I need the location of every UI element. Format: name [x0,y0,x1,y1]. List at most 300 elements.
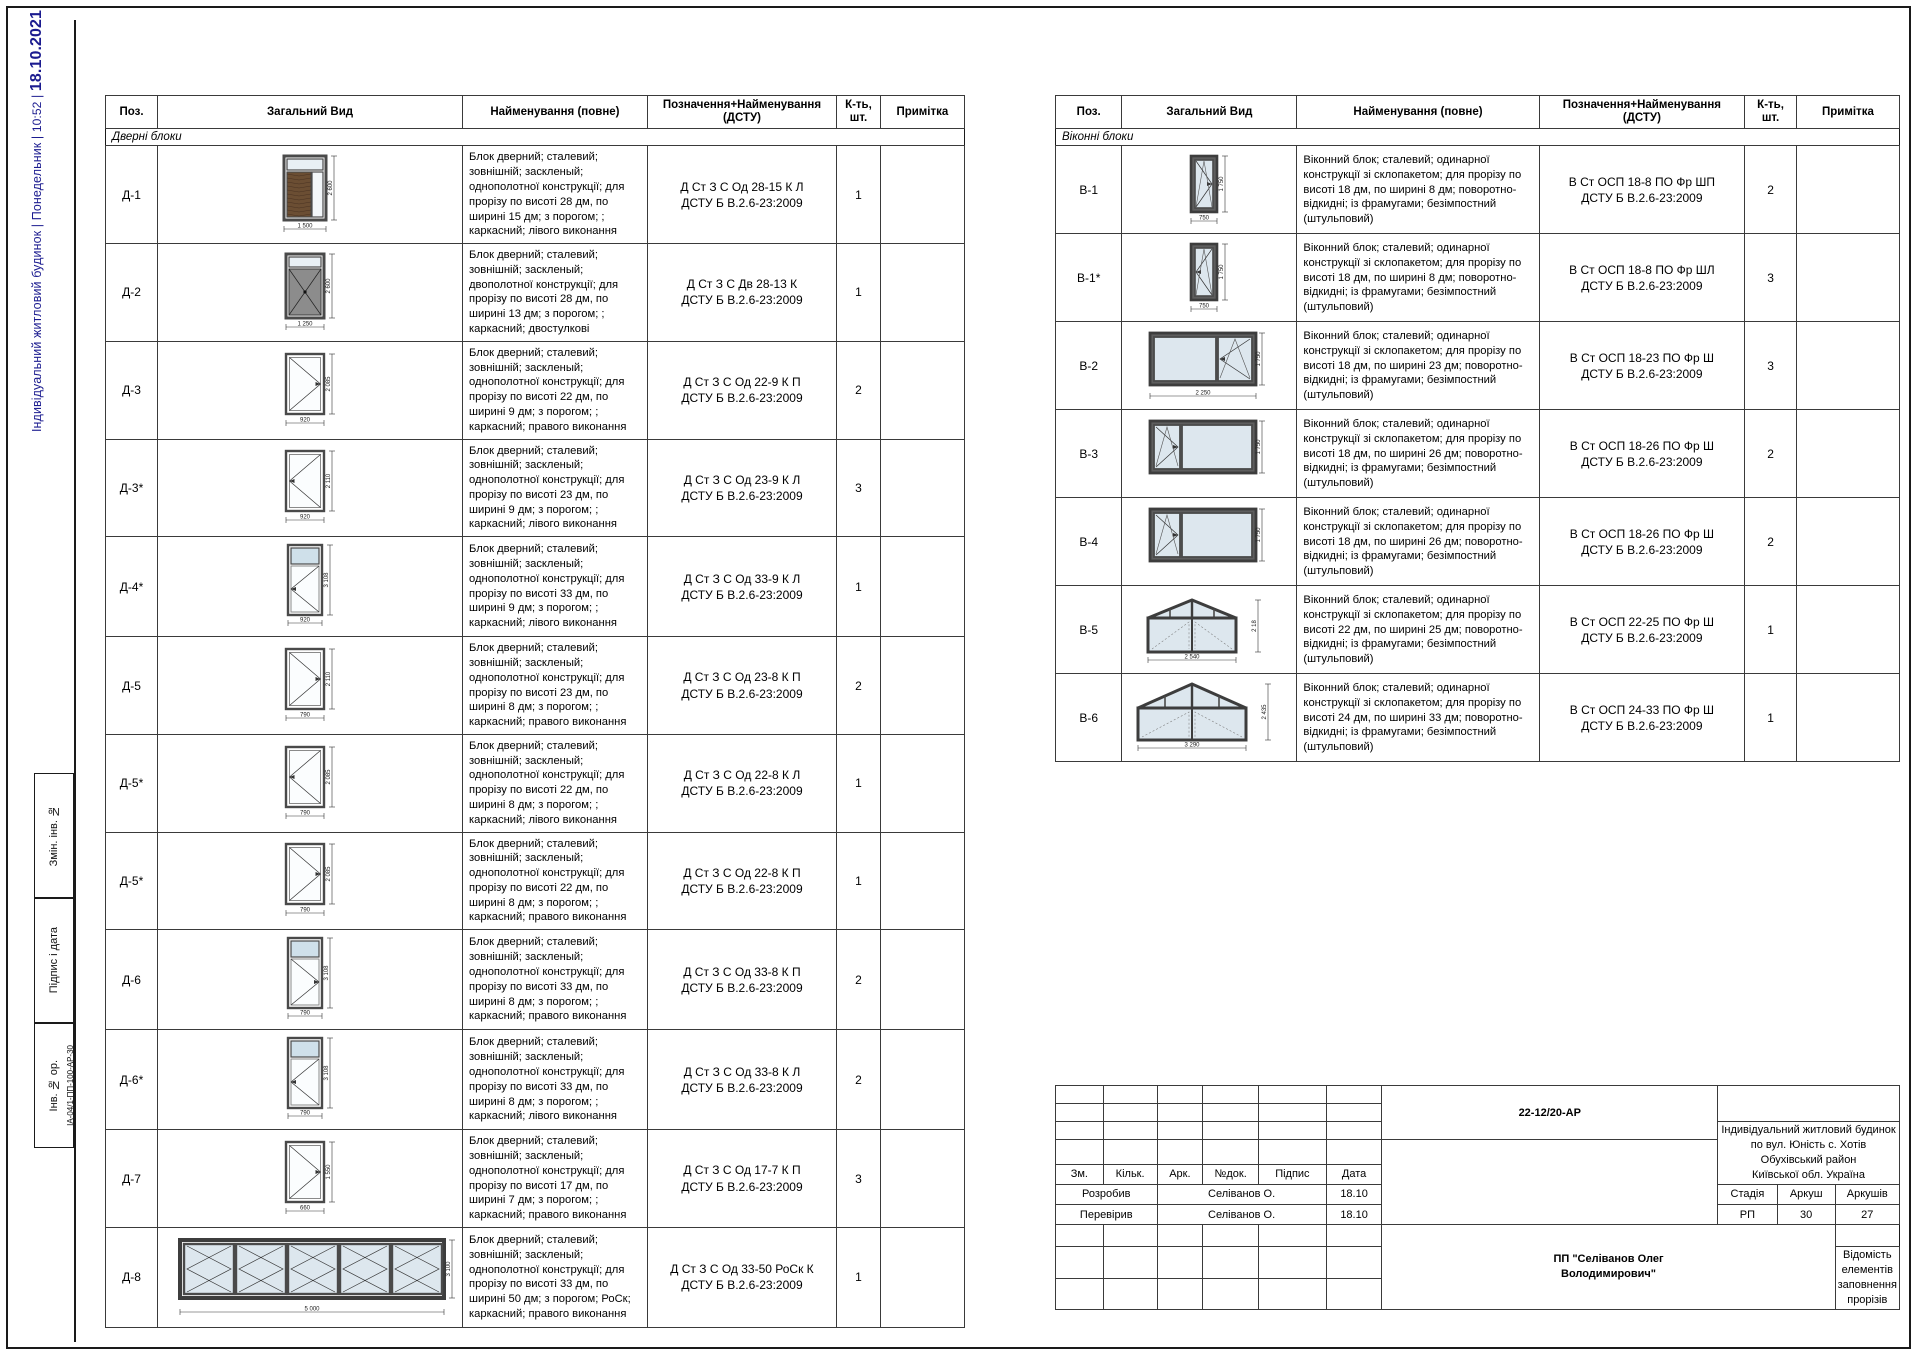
cell-note [1796,498,1899,586]
side-stamp-inv-change-label: Змін. інв. № [48,804,60,867]
header-sep-1: | [30,223,44,228]
designation-line1: Д Ст З С Од 22-8 К П [683,865,801,880]
element-elevation-sketch [160,1232,460,1318]
svg-text:1 750: 1 750 [1256,439,1263,455]
designation-line1: В Ст ОСП 18-26 ПО Фр Ш [1569,438,1715,453]
svg-text:2 085: 2 085 [326,866,333,882]
col-header-view: Загальний Вид [158,96,463,129]
svg-text:790: 790 [300,810,311,817]
tb-cell [1203,1247,1259,1278]
designation-line2: ДСТУ Б В.2.6-23:2009 [1581,190,1703,205]
cell-position: В-2 [1056,322,1122,410]
element-elevation-sketch [250,837,370,919]
sheet-value-sheets: 27 [1835,1205,1899,1225]
cell-position: Д-3 [106,341,158,439]
cell-general-view [158,930,463,1030]
table-row[interactable] [106,537,965,637]
designation-line1: Д Ст З С Од 22-8 К Л [683,768,801,783]
window-table-body [1056,129,1900,762]
element-elevation-sketch [250,1135,370,1217]
cell-quantity: 1 [1745,586,1797,674]
designation-line2: ДСТУ Б В.2.6-23:2009 [1581,542,1703,557]
side-stamp-inv-change [34,773,74,898]
cell-general-view [158,637,463,735]
cell-designation [647,439,836,537]
cell-full-name: Віконний блок; сталевий; одинарної конструкції зі склопакетом; для прорізу по висоті 24 дм, по ширині 33 дм; поворотно-відкидні; із фрамугами; безімпостний (штульповий) [1297,674,1539,762]
stamp-role-checker: Перевірив [1056,1205,1158,1225]
table-row[interactable] [106,637,965,735]
stamp-header-ndok: №док. [1203,1164,1259,1184]
table-row[interactable] [1056,234,1900,322]
svg-text:660: 660 [300,1205,311,1212]
designation-line1: В Ст ОСП 18-8 ПО Фр ШЛ [1569,262,1715,277]
cell-designation [647,244,836,342]
designation-line1: Д Ст З С Од 28-15 К Л [680,179,804,194]
col-header-designation-line1: Позначення+Найменування [1562,99,1722,111]
designation-line1: Д Ст З С Од 22-9 К П [683,374,801,389]
designation-line1: Д Ст З С Од 33-8 К Л [683,1064,801,1079]
col-header-designation-line2: (ДСТУ) [722,112,761,125]
cell-general-view [1122,322,1297,410]
side-stamp-inv-orig-label: Інв. № ор. [48,1059,60,1112]
designation-line2: ДСТУ Б В.2.6-23:2009 [681,391,803,406]
cell-position: В-6 [1056,674,1122,762]
tb-cell [1259,1086,1327,1104]
col-header-note: Примітка [1796,96,1899,129]
cell-full-name: Віконний блок; сталевий; одинарної конструкції зі склопакетом; для прорізу по висоті 18 дм, по ширині 23 дм; поворотно-відкидні; із фрамугами; безімпостний (штульповий) [1297,322,1539,410]
cell-note [880,734,964,832]
tb-cell [1157,1122,1203,1140]
tb-cell [1103,1140,1157,1165]
cell-quantity: 2 [1745,498,1797,586]
title-block-row-blank-5 [1056,1225,1900,1247]
tb-cell [1157,1140,1203,1165]
sheet-header-sheet: Аркуш [1777,1184,1835,1204]
designation-line2: ДСТУ Б В.2.6-23:2009 [1581,366,1703,381]
table-row[interactable] [106,244,965,342]
svg-text:3 108: 3 108 [324,965,331,981]
designation-line2: ДСТУ Б В.2.6-23:2009 [1581,630,1703,645]
stamp-person-checker: Селіванов О. [1157,1205,1326,1225]
cell-position: В-1 [1056,146,1122,234]
cell-note [880,439,964,537]
side-stamp-column [8,8,74,1347]
cell-position: Д-5 [106,637,158,735]
cell-note [880,1130,964,1228]
cell-designation [647,1130,836,1228]
tb-cell [1259,1225,1327,1247]
sheet-header-sheets: Аркушів [1835,1184,1899,1204]
table-header-row [1056,96,1900,129]
tb-cell [1103,1247,1157,1278]
designation-line1: Д Ст З С Од 33-8 К П [683,964,801,979]
tb-cell [1203,1086,1259,1104]
designation-line1: В Ст ОСП 24-33 ПО Фр Ш [1569,702,1715,717]
element-elevation-sketch [1149,150,1269,224]
tb-cell [1326,1140,1382,1165]
window-blocks-table [1055,95,1900,762]
cell-designation [647,734,836,832]
cell-general-view [1122,674,1297,762]
cell-full-name: Блок дверний; сталевий; зовнішній; заскленый; однополотної конструкції; для прорізу по висоті 33 дм, по ширині 50 дм; з порогом; РоСк; каркасний; правого виконання [463,1227,648,1327]
tb-cell [1056,1247,1104,1278]
cell-quantity: 3 [837,439,881,537]
svg-text:3 100: 3 100 [446,1261,453,1277]
cell-general-view [1122,586,1297,674]
cell-note [1796,234,1899,322]
header-weekday: Понедельник [30,142,44,221]
svg-text:1 750: 1 750 [1219,176,1226,192]
side-stamp-sign-date-label: Підпис і дата [48,927,60,994]
tb-cell [1259,1140,1327,1165]
designation-line2: ДСТУ Б В.2.6-23:2009 [1581,278,1703,293]
group-title-doors: Дверні блоки [106,129,965,146]
cell-general-view [1122,498,1297,586]
svg-text:2 435: 2 435 [1262,704,1269,720]
col-header-designation-line1: Позначення+Найменування [662,99,822,111]
table-row[interactable] [1056,410,1900,498]
cell-full-name: Віконний блок; сталевий; одинарної конструкції зі склопакетом; для прорізу по висоті 18 дм, по ширині 26 дм; поворотно-відкидні; із фрамугами; безімпостний (штульповий) [1297,498,1539,586]
svg-text:920: 920 [300,514,311,521]
designation-line1: В Ст ОСП 18-23 ПО Фр Ш [1569,350,1715,365]
col-header-note: Примітка [880,96,964,129]
cell-quantity: 2 [837,637,881,735]
element-elevation-sketch [250,151,370,233]
cell-general-view [158,734,463,832]
tb-cell [1056,1278,1104,1309]
cell-note [880,146,964,244]
cell-general-view [158,1227,463,1327]
cell-general-view [158,832,463,930]
tb-cell [1157,1278,1203,1309]
svg-text:2 250: 2 250 [1195,390,1211,397]
cell-note [880,341,964,439]
col-header-designation [647,96,836,129]
side-stamp-doc-code [60,1023,82,1148]
cell-note [880,537,964,637]
table-row[interactable] [106,930,965,1030]
cell-position: Д-4* [106,537,158,637]
cell-full-name: Віконний блок; сталевий; одинарної конструкції зі склопакетом; для прорізу по висоті 22 дм, по ширині 25 дм; поворотно-відкидні; із фрамугами; безімпостний (штульповий) [1297,586,1539,674]
svg-text:2 600: 2 600 [326,278,333,294]
cell-quantity: 1 [837,146,881,244]
cell-position: В-1* [1056,234,1122,322]
designation-line1: В Ст ОСП 18-26 ПО Фр Ш [1569,526,1715,541]
tb-cell [1103,1104,1157,1122]
title-block-company-line2: Володимирович" [1561,1268,1657,1281]
cell-quantity: 1 [837,1227,881,1327]
cell-note [1796,322,1899,410]
svg-text:750: 750 [1199,303,1210,310]
svg-text:2 600: 2 600 [328,180,335,196]
designation-line1: Д Ст З С Дв 28-13 К [686,277,798,292]
cell-full-name: Віконний блок; сталевий; одинарної конструкції зі склопакетом; для прорізу по висоті 18 дм, по ширині 8 дм; поворотно-відкидні; із фрамугами; безімпостний (штульповий) [1297,146,1539,234]
table-row[interactable] [106,1030,965,1130]
cell-note [880,930,964,1030]
tb-cell [1259,1122,1327,1140]
cell-designation [647,146,836,244]
cell-full-name: Блок дверний; сталевий; зовнішній; заскленый; однополотної конструкції; для прорізу по висоті 33 дм, по ширині 8 дм; з порогом; ; каркасний; правого виконання [463,930,648,1030]
cell-quantity: 2 [837,1030,881,1130]
cell-position: В-5 [1056,586,1122,674]
cell-position: В-3 [1056,410,1122,498]
cell-full-name: Блок дверний; сталевий; зовнішній; заскленый; однополотної конструкції; для прорізу по висоті 17 дм, по ширині 7 дм; з порогом; ; каркасний; правого виконання [463,1130,648,1228]
tb-cell [1203,1104,1259,1122]
designation-line1: Д Ст З С Од 33-50 РоСк К [670,1262,814,1277]
cell-general-view [158,341,463,439]
tb-cell [1326,1225,1382,1247]
stamp-header-kilk: Кільк. [1103,1164,1157,1184]
cell-quantity: 1 [837,734,881,832]
title-block-company-line1: ПП "Селіванов Олег [1553,1253,1664,1266]
header-sep-3: | [30,94,44,99]
table-row[interactable] [1056,586,1900,674]
side-stamp-doc-code-label: IA-04/1-ПП-100-АР-30 [65,1045,75,1126]
cell-designation [1539,586,1745,674]
table-row[interactable] [1056,498,1900,586]
col-header-qty-line2: шт. [849,112,868,125]
tb-cell [1157,1247,1203,1278]
element-elevation-sketch [250,444,370,526]
svg-text:790: 790 [300,1010,311,1017]
cell-quantity: 2 [837,930,881,1030]
element-elevation-sketch [250,642,370,724]
svg-text:1 550: 1 550 [326,1164,333,1180]
tb-cell [1103,1225,1157,1247]
cell-quantity: 3 [1745,234,1797,322]
tb-cell [1157,1225,1203,1247]
table-row[interactable] [106,439,965,537]
col-header-pos: Поз. [106,96,158,129]
cell-quantity: 2 [837,341,881,439]
stamp-role-developer: Розробив [1056,1184,1158,1204]
col-header-view: Загальний Вид [1122,96,1297,129]
stamp-date-developer: 18.10 [1326,1184,1382,1204]
tb-cell [1259,1104,1327,1122]
designation-line2: ДСТУ Б В.2.6-23:2009 [681,881,803,896]
col-header-qty-line1: К-ть, [845,99,872,111]
designation-line2: ДСТУ Б В.2.6-23:2009 [681,587,803,602]
designation-line2: ДСТУ Б В.2.6-23:2009 [681,1080,803,1095]
designation-line2: ДСТУ Б В.2.6-23:2009 [1581,718,1703,733]
col-header-pos: Поз. [1056,96,1122,129]
cell-designation [1539,234,1745,322]
svg-text:5 000: 5 000 [304,1306,320,1313]
sheet-value-sheet: 30 [1777,1205,1835,1225]
svg-text:750: 750 [1199,215,1210,222]
svg-text:3 290: 3 290 [1184,742,1200,749]
cell-position: Д-5* [106,832,158,930]
cell-designation [1539,322,1745,410]
cell-quantity: 1 [837,832,881,930]
col-header-name: Найменування (повне) [1297,96,1539,129]
cell-full-name: Віконний блок; сталевий; одинарної конструкції зі склопакетом; для прорізу по висоті 18 дм, по ширині 8 дм; поворотно-відкидні; із фрамугами; безімпостний (штульповий) [1297,234,1539,322]
designation-line1: Д Ст З С Од 23-8 К П [683,670,801,685]
tb-cell [1259,1247,1327,1278]
door-table-body [106,129,965,1328]
title-block-project-description [1718,1122,1900,1185]
cell-designation [1539,410,1745,498]
col-header-qty [837,96,881,129]
designation-line2: ДСТУ Б В.2.6-23:2009 [681,1179,803,1194]
tb-cell [1056,1086,1104,1104]
title-block-row-blank-1 [1056,1086,1900,1104]
svg-text:1 750: 1 750 [1256,527,1263,543]
cell-position: Д-1 [106,146,158,244]
svg-text:3 108: 3 108 [324,1065,331,1081]
cell-position: Д-6 [106,930,158,1030]
cell-designation [647,832,836,930]
tb-cell [1718,1086,1900,1122]
cell-designation [1539,498,1745,586]
cell-position: Д-2 [106,244,158,342]
element-elevation-sketch [250,347,370,429]
cell-full-name: Блок дверний; сталевий; зовнішній; заскленый; однополотної конструкції; для прорізу по висоті 22 дм, по ширині 9 дм; з порогом; ; каркасний; правого виконання [463,341,648,439]
table-row[interactable] [1056,322,1900,410]
svg-text:920: 920 [300,617,311,624]
cell-quantity: 2 [1745,410,1797,498]
stamp-header-ark: Арк. [1157,1164,1203,1184]
element-elevation-sketch [1134,590,1284,664]
tb-cell [1259,1278,1327,1309]
stamp-person-developer: Селіванов О. [1157,1184,1326,1204]
stamp-date-checker: 18.10 [1326,1205,1382,1225]
designation-line2: ДСТУ Б В.2.6-23:2009 [681,195,803,210]
cell-quantity: 1 [837,244,881,342]
stamp-header-zm: Зм. [1056,1164,1104,1184]
svg-text:2 085: 2 085 [326,376,333,392]
header-date: 18.10.2021 [28,10,45,92]
element-elevation-sketch [1124,678,1294,752]
tb-cell [1203,1140,1259,1165]
col-header-name: Найменування (повне) [463,96,648,129]
svg-text:2 110: 2 110 [326,671,333,687]
cell-designation [1539,146,1745,234]
element-elevation-sketch [1134,414,1284,488]
cell-designation [647,1227,836,1327]
svg-text:2 085: 2 085 [326,769,333,785]
tb-cell [1103,1122,1157,1140]
cell-note [1796,410,1899,498]
table-row[interactable] [106,146,965,244]
stamp-header-data: Дата [1326,1164,1382,1184]
tb-cell [1326,1122,1382,1140]
cell-quantity: 3 [837,1130,881,1228]
tb-cell [1056,1225,1104,1247]
title-block-doc-code: 22-12/20-АР [1382,1086,1718,1140]
cell-full-name: Блок дверний; сталевий; зовнішній; заскленый; однополотної конструкції; для прорізу по висоті 33 дм, по ширині 9 дм; з порогом; ; каркасний; лівого виконання [463,537,648,637]
svg-text:1 750: 1 750 [1256,351,1263,367]
tb-cell [1056,1140,1104,1165]
cell-designation [647,1030,836,1130]
tb-cell [1056,1104,1104,1122]
designation-line2: ДСТУ Б В.2.6-23:2009 [681,686,803,701]
col-header-designation [1539,96,1745,129]
table-header-row [106,96,965,129]
cell-position: Д-3* [106,439,158,537]
cell-full-name: Блок дверний; сталевий; зовнішній; заскленый; однополотної конструкції; для прорізу по висоті 33 дм, по ширині 8 дм; з порогом; ; каркасний; лівого виконання [463,1030,648,1130]
table-row[interactable] [106,734,965,832]
svg-text:790: 790 [300,1110,311,1117]
tb-cell [1326,1104,1382,1122]
element-elevation-sketch [1134,326,1284,400]
group-row-doors [106,129,965,146]
cell-note [1796,586,1899,674]
svg-text:2 540: 2 540 [1184,654,1200,661]
cell-position: Д-8 [106,1227,158,1327]
table-row[interactable] [106,832,965,930]
cell-general-view [158,1030,463,1130]
header-project-short: Індивідуальний житловий будинок [30,230,44,433]
svg-text:2 18: 2 18 [1252,620,1259,633]
table-row[interactable] [106,1227,965,1327]
col-header-designation-line2: (ДСТУ) [1622,112,1661,125]
element-elevation-sketch [250,249,370,331]
svg-text:1 250: 1 250 [297,321,313,328]
cell-full-name: Блок дверний; сталевий; зовнішній; заскленый; двополотної конструкції; для прорізу по висоті 28 дм, по ширині 13 дм; з порогом; ; каркасний; двостулкові [463,244,648,342]
tb-cell [1326,1086,1382,1104]
table-row[interactable] [106,341,965,439]
cell-position: Д-6* [106,1030,158,1130]
tb-cell [1203,1278,1259,1309]
designation-line2: ДСТУ Б В.2.6-23:2009 [681,488,803,503]
tb-cell [1056,1122,1104,1140]
cell-general-view [1122,410,1297,498]
svg-text:790: 790 [300,907,311,914]
tb-cell [1103,1278,1157,1309]
title-block-project-line2: Київської обл. Україна [1752,1168,1866,1181]
cell-note [880,1227,964,1327]
table-row[interactable] [106,1130,965,1228]
tb-cell [1326,1278,1382,1309]
stamp-header-pidpis: Підпис [1259,1164,1327,1184]
designation-line2: ДСТУ Б В.2.6-23:2009 [681,1278,803,1293]
cell-position: Д-5* [106,734,158,832]
door-blocks-table [105,95,965,1328]
designation-line2: ДСТУ Б В.2.6-23:2009 [1581,454,1703,469]
designation-line2: ДСТУ Б В.2.6-23:2009 [681,980,803,995]
tb-cell [1157,1086,1203,1104]
cell-designation [647,537,836,637]
designation-line1: Д Ст З С Од 23-9 К Л [683,472,801,487]
cell-note [880,244,964,342]
title-block [1055,1085,1900,1310]
cell-designation [647,637,836,735]
cell-general-view [158,146,463,244]
cell-quantity: 2 [1745,146,1797,234]
cell-quantity: 3 [1745,322,1797,410]
svg-text:3 108: 3 108 [324,572,331,588]
designation-line1: В Ст ОСП 18-8 ПО Фр ШП [1568,174,1715,189]
table-row[interactable] [1056,674,1900,762]
cell-note [880,832,964,930]
col-header-qty-line2: шт. [1761,112,1780,125]
svg-text:1 500: 1 500 [297,223,313,230]
element-elevation-sketch [250,740,370,822]
col-header-qty [1745,96,1797,129]
group-row-windows [1056,129,1900,146]
svg-text:2 110: 2 110 [326,474,333,489]
header-sep-2: | [30,135,44,140]
group-title-windows: Вiконні блоки [1056,129,1900,146]
sheet-value-stage: РП [1718,1205,1778,1225]
cell-designation [647,341,836,439]
cell-note [880,1030,964,1130]
designation-line1: В Ст ОСП 22-25 ПО Фр Ш [1569,614,1715,629]
table-row[interactable] [1056,146,1900,234]
cell-note [1796,146,1899,234]
svg-text:1 750: 1 750 [1219,264,1226,280]
